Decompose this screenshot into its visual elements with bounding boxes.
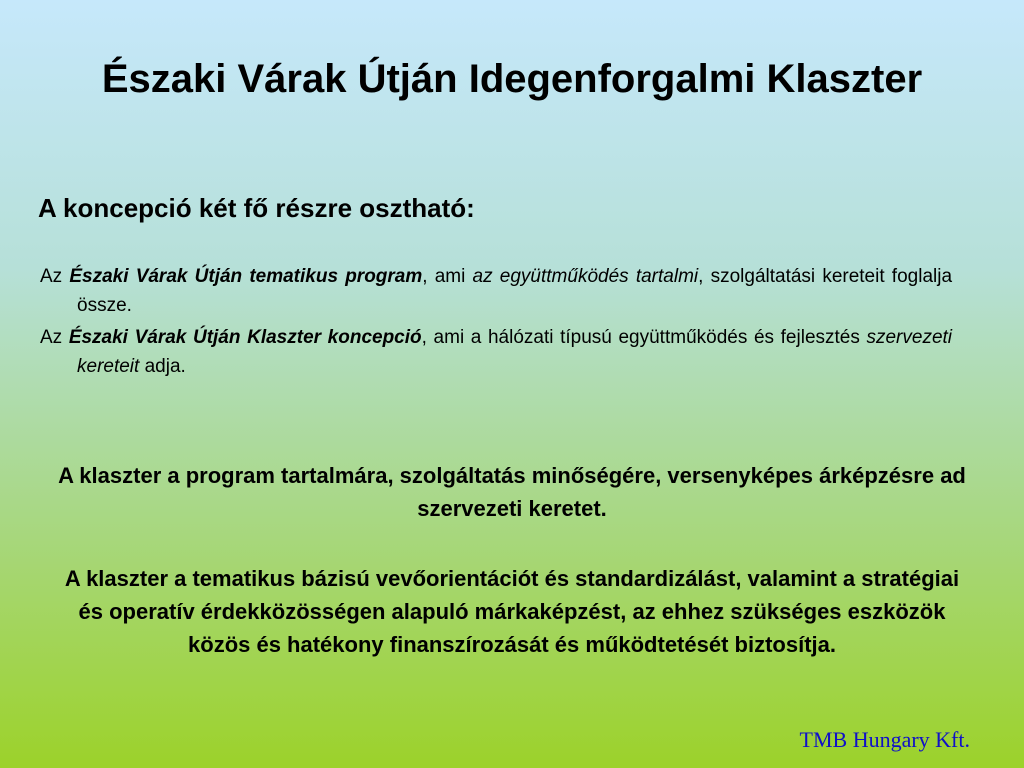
item-prefix: Az xyxy=(40,327,69,348)
slide-subtitle: A koncepció két fő részre osztható: xyxy=(38,193,475,223)
list-item-koncepcio xyxy=(40,323,952,381)
item-emphasis: Északi Várak Útján tematikus program xyxy=(69,266,423,287)
item-suffix: adja. xyxy=(139,356,186,377)
summary-paragraph-2: A klaszter a tematikus bázisú vevőorientációt és standardizálást, valamint a stratégiai és operatív érdekközösségen alapuló márkaképzést, az ehhez szükséges eszközök közös és hatékony finanszírozását és működtetését biztosítja. xyxy=(64,566,960,657)
item-emphasis: Északi Várak Útján Klaszter koncepció xyxy=(68,327,422,348)
footer-company-name: TMB Hungary Kft. xyxy=(799,727,970,752)
item-prefix: Az xyxy=(40,266,70,287)
summary-paragraph-1: A klaszter a program tartalmára, szolgáltatás minőségére, versenyképes árképzésre ad szervezeti keretet. xyxy=(58,463,966,521)
item-mid-text: , ami a hálózati típusú együttműködés és fejlesztés xyxy=(421,327,867,348)
item-suffix: , szolgáltatási kereteit foglalja össze. xyxy=(77,266,953,316)
list-item-program xyxy=(40,262,952,320)
item-italic-text: az együttműködés tartalmi xyxy=(472,266,699,287)
slide-title: Északi Várak Útján Idegenforgalmi Klaszter xyxy=(101,57,923,101)
item-mid-text: , ami xyxy=(422,266,473,287)
item-italic-text: szervezeti kereteit xyxy=(77,327,953,377)
